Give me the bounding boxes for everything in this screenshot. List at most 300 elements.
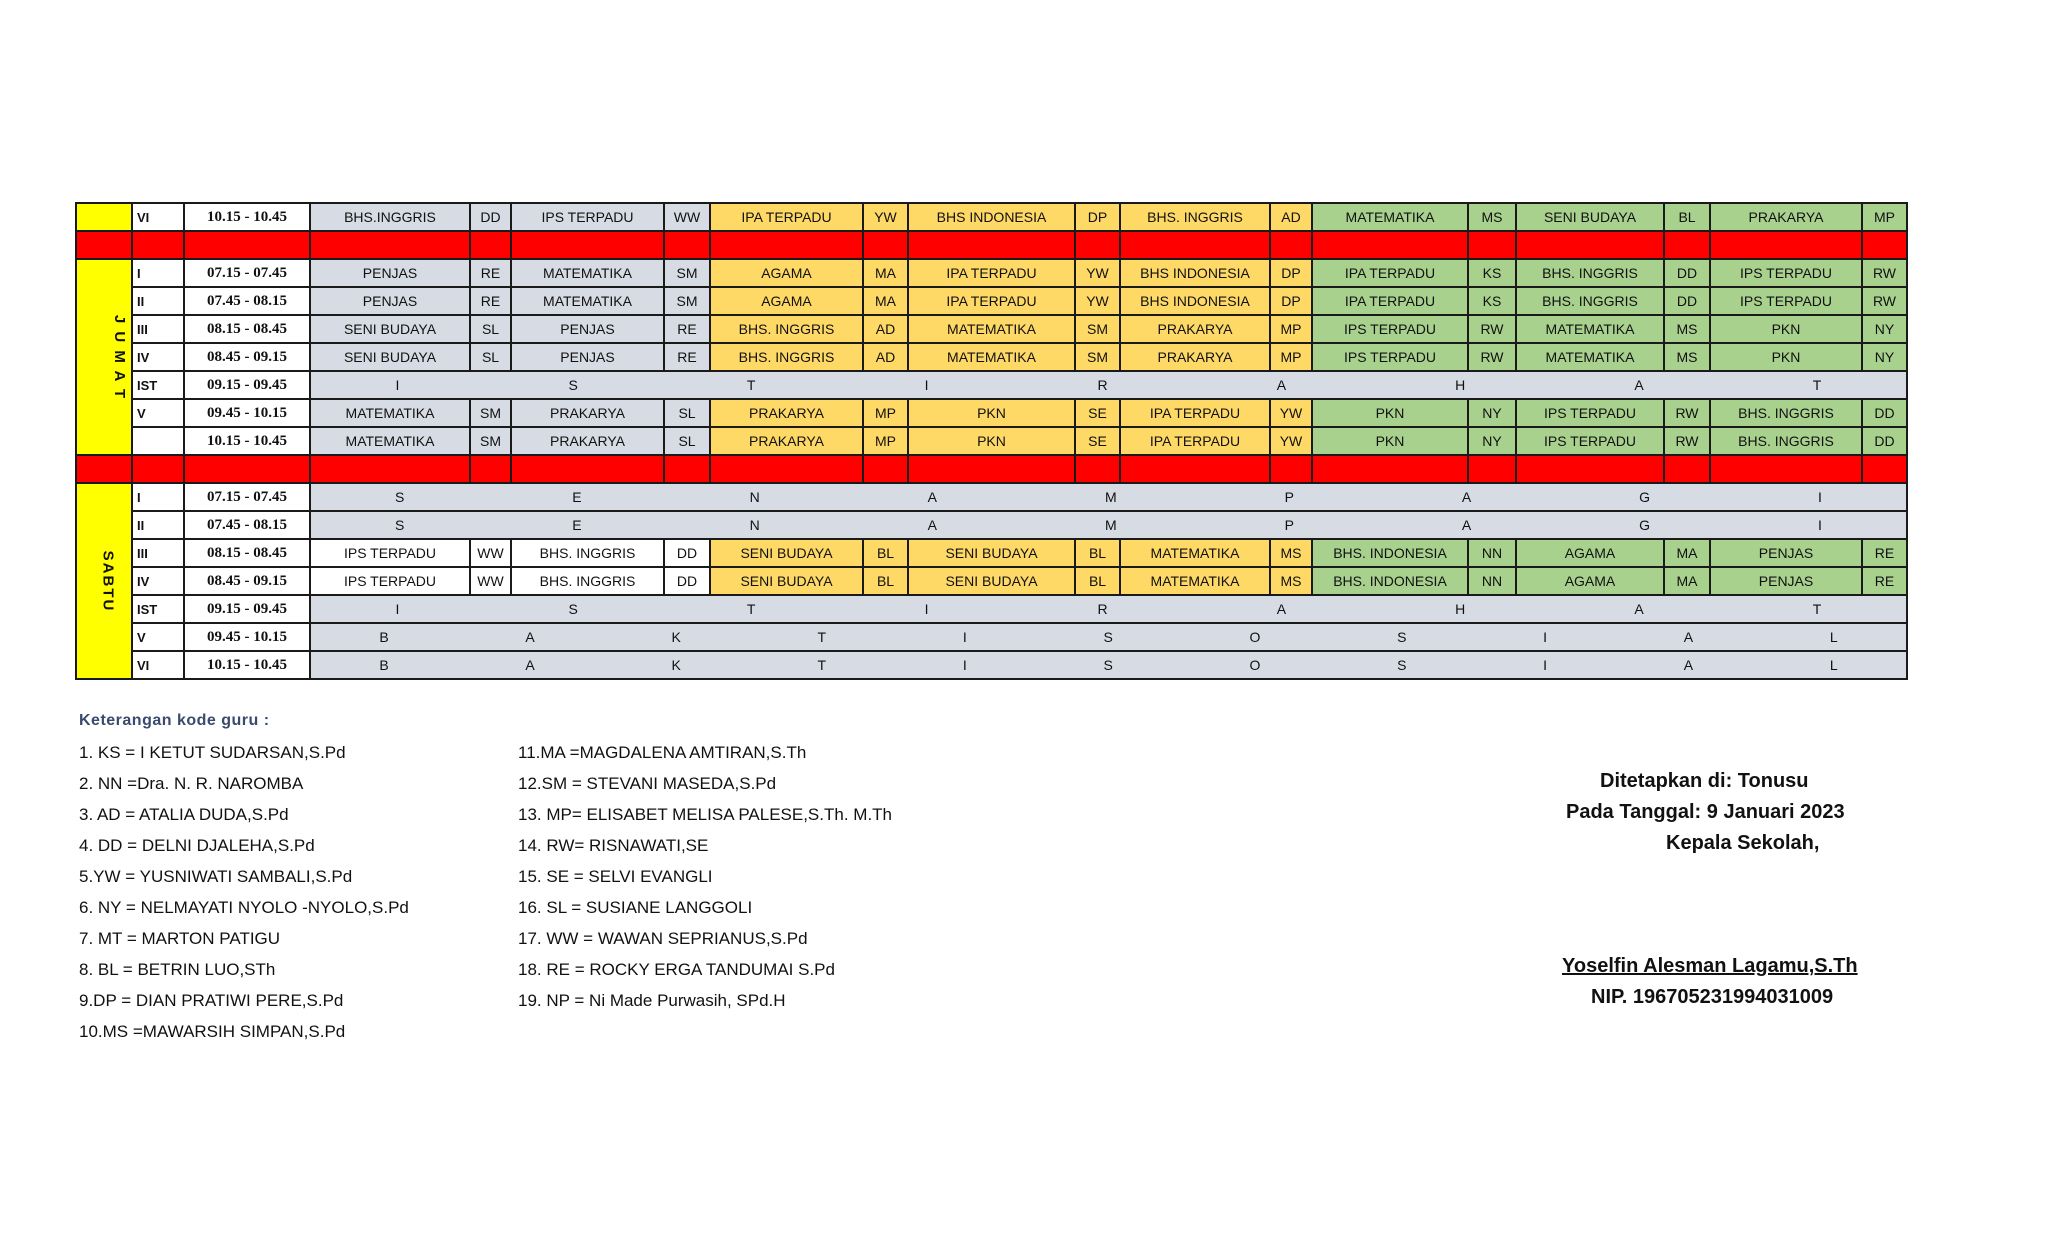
teacher-code-cell: DD (1862, 399, 1907, 427)
teacher-code-cell: DD (1664, 287, 1710, 315)
activity-banner (310, 483, 1907, 511)
subject-cell: BHS INDONESIA (1120, 259, 1270, 287)
subject-cell: IPA TERPADU (1120, 399, 1270, 427)
legend-entry: 2. NN =Dra. N. R. NAROMBA (79, 774, 304, 793)
time-slot: 08.15 - 08.45 (184, 539, 310, 567)
subject-cell: PRAKARYA (511, 399, 664, 427)
banner-letter: S (394, 517, 405, 533)
schedule-row (76, 427, 1907, 455)
banner-letter: S (394, 489, 405, 505)
teacher-code-cell: MS (1664, 343, 1710, 371)
banner-letter: I (924, 601, 929, 617)
period-label: IV (132, 567, 184, 595)
day-label-sabtu (76, 483, 132, 679)
day-label-text: J U M A T (111, 314, 129, 400)
subject-cell: MATEMATIKA (1312, 203, 1468, 231)
subject-cell: SENI BUDAYA (310, 343, 470, 371)
teacher-code-cell: MA (1664, 539, 1710, 567)
subject-cell: AGAMA (1516, 567, 1664, 595)
teacher-code-cell: SL (470, 343, 511, 371)
subject-cell: IPS TERPADU (1710, 259, 1862, 287)
teacher-code-cell: SM (1075, 343, 1120, 371)
period-label: IST (132, 595, 184, 623)
separator-cell (310, 231, 470, 259)
banner-letter: R (1097, 377, 1108, 393)
subject-cell: PENJAS (310, 287, 470, 315)
activity-banner (310, 651, 1907, 679)
separator-cell (132, 231, 184, 259)
teacher-code-cell: RE (470, 259, 511, 287)
principal-name: Yoselfin Alesman Lagamu,S.Th (1562, 955, 1858, 977)
schedule-row (76, 623, 1907, 651)
subject-cell: IPA TERPADU (908, 287, 1075, 315)
subject-cell: PENJAS (511, 343, 664, 371)
schedule-row (76, 287, 1907, 315)
period-label: VI (132, 203, 184, 231)
activity-banner (310, 623, 1907, 651)
schedule-table (75, 202, 1908, 680)
schedule-row (76, 203, 1907, 231)
schedule-row (76, 315, 1907, 343)
teacher-code-cell: DP (1270, 259, 1312, 287)
teacher-code-cell: YW (1075, 287, 1120, 315)
separator-cell (908, 455, 1075, 483)
subject-cell: BHS INDONESIA (1120, 287, 1270, 315)
separator-cell (1468, 455, 1516, 483)
teacher-code-cell: RW (1862, 259, 1907, 287)
signature-role: Kepala Sekolah, (1666, 832, 1820, 854)
separator-cell (664, 455, 710, 483)
subject-cell: BHS. INDONESIA (1312, 567, 1468, 595)
subject-cell: BHS. INDONESIA (1312, 539, 1468, 567)
separator-cell (1664, 231, 1710, 259)
subject-cell: PKN (908, 427, 1075, 455)
teacher-code-cell: RW (1862, 287, 1907, 315)
period-label: VI (132, 651, 184, 679)
teacher-code-cell: NN (1468, 539, 1516, 567)
banner-letter: T (817, 657, 827, 673)
separator-cell (132, 455, 184, 483)
subject-cell: PRAKARYA (511, 427, 664, 455)
subject-cell: MATEMATIKA (511, 259, 664, 287)
subject-cell: SENI BUDAYA (908, 567, 1075, 595)
subject-cell: MATEMATIKA (908, 343, 1075, 371)
teacher-code-cell: NN (1468, 567, 1516, 595)
legend-entry: 10.MS =MAWARSIH SIMPAN,S.Pd (79, 1022, 346, 1041)
subject-cell: BHS. INGGRIS (511, 539, 664, 567)
schedule-body (76, 203, 1907, 679)
subject-cell: IPS TERPADU (1312, 315, 1468, 343)
subject-cell: BHS. INGGRIS (710, 315, 863, 343)
banner-letter: P (1284, 517, 1294, 533)
activity-banner-letters (311, 489, 1906, 505)
banner-letter: T (746, 377, 756, 393)
period-label: III (132, 539, 184, 567)
banner-letter: A (525, 629, 535, 645)
subject-cell: PRAKARYA (1120, 343, 1270, 371)
subject-cell: PKN (1312, 427, 1468, 455)
teacher-code-cell: NY (1862, 315, 1907, 343)
separator-row (76, 231, 1907, 259)
banner-letter: H (1455, 377, 1466, 393)
separator-cell (310, 455, 470, 483)
subject-cell: IPA TERPADU (1312, 287, 1468, 315)
time-slot: 09.45 - 10.15 (184, 623, 310, 651)
teacher-code-cell: SM (664, 287, 710, 315)
subject-cell: BHS. INGGRIS (710, 343, 863, 371)
banner-letter: B (379, 657, 389, 673)
banner-letter: O (1249, 629, 1261, 645)
separator-cell (710, 455, 863, 483)
teacher-code-cell: MP (863, 427, 908, 455)
day-cell (76, 203, 132, 231)
period-label: V (132, 399, 184, 427)
teacher-code-cell: DD (1664, 259, 1710, 287)
teacher-code-cell: AD (863, 343, 908, 371)
teacher-code-cell: MP (1270, 343, 1312, 371)
schedule-row (76, 371, 1907, 399)
separator-cell (1312, 455, 1468, 483)
signature-place: Ditetapkan di: Tonusu (1600, 770, 1809, 792)
subject-cell: IPS TERPADU (511, 203, 664, 231)
teacher-code-cell: DD (664, 567, 710, 595)
legend-entry: 1. KS = I KETUT SUDARSAN,S.Pd (79, 743, 346, 762)
subject-cell: IPA TERPADU (1120, 427, 1270, 455)
legend-entry: 5.YW = YUSNIWATI SAMBALI,S.Pd (79, 867, 353, 886)
teacher-code-cell: SL (470, 315, 511, 343)
teacher-code-cell: BL (863, 539, 908, 567)
activity-banner-letters (311, 377, 1906, 393)
period-label: I (132, 259, 184, 287)
principal-nip: NIP. 196705231994031009 (1591, 986, 1834, 1008)
teacher-code-cell: RE (1862, 539, 1907, 567)
subject-cell: MATEMATIKA (1516, 343, 1664, 371)
subject-cell: MATEMATIKA (1120, 539, 1270, 567)
period-label (132, 427, 184, 455)
separator-cell (1664, 455, 1710, 483)
separator-cell (1075, 231, 1120, 259)
separator-cell (511, 231, 664, 259)
day-label-jumat (76, 259, 132, 455)
legend-entry: 15. SE = SELVI EVANGLI (518, 867, 713, 886)
subject-cell: PKN (1312, 399, 1468, 427)
subject-cell: SENI BUDAYA (908, 539, 1075, 567)
schedule-row (76, 399, 1907, 427)
teacher-code-cell: YW (1270, 399, 1312, 427)
banner-letter: L (1829, 657, 1838, 673)
banner-letter: I (1543, 629, 1548, 645)
separator-cell (1516, 455, 1664, 483)
banner-letter: G (1639, 489, 1651, 505)
teacher-code-cell: MA (1664, 567, 1710, 595)
banner-letter: A (1276, 601, 1287, 617)
banner-letter: M (1104, 489, 1117, 505)
activity-banner-letters (311, 601, 1906, 617)
banner-letter: N (749, 489, 760, 505)
banner-letter: E (572, 517, 582, 533)
teacher-code-cell: WW (470, 539, 511, 567)
schedule-row (76, 259, 1907, 287)
separator-cell (76, 231, 132, 259)
schedule-row (76, 483, 1907, 511)
schedule-row (76, 595, 1907, 623)
day-label-text: SABTU (99, 550, 117, 612)
teacher-code-cell: BL (1075, 567, 1120, 595)
teacher-code-cell: DD (664, 539, 710, 567)
subject-cell: PENJAS (310, 259, 470, 287)
teacher-code-cell: SM (1075, 315, 1120, 343)
subject-cell: IPS TERPADU (1516, 399, 1664, 427)
teacher-code-cell: MP (1270, 315, 1312, 343)
subject-cell: BHS. INGGRIS (1710, 399, 1862, 427)
subject-cell: MATEMATIKA (310, 427, 470, 455)
activity-banner-letters (311, 517, 1906, 533)
legend-entry: 9.DP = DIAN PRATIWI PERE,S.Pd (79, 991, 344, 1010)
separator-cell (470, 231, 511, 259)
subject-cell: IPS TERPADU (310, 567, 470, 595)
banner-letter: K (671, 657, 681, 673)
subject-cell: IPS TERPADU (1312, 343, 1468, 371)
banner-letter: T (1812, 601, 1822, 617)
banner-letter: G (1639, 517, 1651, 533)
signature-date: Pada Tanggal: 9 Januari 2023 (1566, 801, 1845, 823)
subject-cell: IPS TERPADU (1516, 427, 1664, 455)
legend-entry: 8. BL = BETRIN LUO,STh (79, 960, 276, 979)
teacher-code-cell: SL (664, 427, 710, 455)
subject-cell: MATEMATIKA (1120, 567, 1270, 595)
legend-entry: 16. SL = SUSIANE LANGGOLI (518, 898, 753, 917)
teacher-code-cell: MP (863, 399, 908, 427)
banner-letter: A (1276, 377, 1287, 393)
teacher-code-cell: RE (664, 315, 710, 343)
separator-cell (1710, 231, 1862, 259)
separator-cell (76, 455, 132, 483)
legend-title: Keterangan kode guru : (79, 712, 270, 729)
teacher-code-cell: MA (863, 259, 908, 287)
subject-cell: IPA TERPADU (1312, 259, 1468, 287)
activity-banner-letters (311, 657, 1906, 673)
time-slot: 08.15 - 08.45 (184, 315, 310, 343)
teacher-code-cell: WW (664, 203, 710, 231)
separator-cell (1270, 455, 1312, 483)
schedule-row (76, 539, 1907, 567)
teacher-code-cell: AD (1270, 203, 1312, 231)
teacher-code-cell: DD (470, 203, 511, 231)
separator-cell (1120, 231, 1270, 259)
subject-cell: SENI BUDAYA (710, 567, 863, 595)
teacher-code-cell: YW (863, 203, 908, 231)
subject-cell: PENJAS (1710, 567, 1862, 595)
banner-letter: A (1634, 601, 1644, 617)
teacher-code-cell: MS (1270, 539, 1312, 567)
subject-cell: MATEMATIKA (1516, 315, 1664, 343)
banner-letter: T (817, 629, 827, 645)
time-slot: 09.15 - 09.45 (184, 595, 310, 623)
separator-cell (1312, 231, 1468, 259)
separator-cell (1120, 455, 1270, 483)
time-slot: 07.15 - 07.45 (184, 483, 310, 511)
banner-letter: R (1097, 601, 1108, 617)
teacher-code-cell: DD (1862, 427, 1907, 455)
banner-letter: S (1397, 657, 1407, 673)
separator-cell (1270, 231, 1312, 259)
separator-cell (908, 231, 1075, 259)
time-slot: 07.45 - 08.15 (184, 511, 310, 539)
teacher-code-cell: MA (863, 287, 908, 315)
legend-entry: 4. DD = DELNI DJALEHA,S.Pd (79, 836, 315, 855)
subject-cell: PENJAS (511, 315, 664, 343)
teacher-code-cell: MS (1468, 203, 1516, 231)
teacher-code-cell: KS (1468, 287, 1516, 315)
separator-cell (1710, 455, 1862, 483)
teacher-code-cell: RE (1862, 567, 1907, 595)
legend-entry: 17. WW = WAWAN SEPRIANUS,S.Pd (518, 929, 808, 948)
separator-cell (1075, 455, 1120, 483)
period-label: II (132, 287, 184, 315)
subject-cell: AGAMA (710, 259, 863, 287)
banner-letter: L (1829, 629, 1838, 645)
teacher-legend-column-1 (79, 737, 409, 1047)
teacher-code-cell: SM (664, 259, 710, 287)
banner-letter: K (671, 629, 681, 645)
banner-letter: A (1461, 517, 1472, 533)
separator-cell (1862, 231, 1907, 259)
teacher-code-cell: SM (470, 427, 511, 455)
teacher-code-cell: RW (1468, 315, 1516, 343)
legend-entry: 6. NY = NELMAYATI NYOLO -NYOLO,S.Pd (79, 898, 409, 917)
banner-letter: M (1104, 517, 1117, 533)
teacher-code-cell: MS (1664, 315, 1710, 343)
teacher-code-cell: DP (1270, 287, 1312, 315)
period-label: V (132, 623, 184, 651)
banner-letter: S (568, 601, 578, 617)
legend-entry: 14. RW= RISNAWATI,SE (518, 836, 709, 855)
banner-letter: I (924, 377, 929, 393)
subject-cell: IPA TERPADU (710, 203, 863, 231)
banner-letter: A (927, 517, 937, 533)
subject-cell: MATEMATIKA (908, 315, 1075, 343)
teacher-code-cell: RW (1664, 427, 1710, 455)
separator-cell (664, 231, 710, 259)
period-label: I (132, 483, 184, 511)
period-label: II (132, 511, 184, 539)
subject-cell: PRAKARYA (710, 427, 863, 455)
separator-cell (470, 455, 511, 483)
time-slot: 10.15 - 10.45 (184, 427, 310, 455)
banner-letter: I (395, 377, 400, 393)
time-slot: 08.45 - 09.15 (184, 343, 310, 371)
banner-letter: A (1683, 657, 1694, 673)
separator-cell (184, 455, 310, 483)
separator-cell (511, 455, 664, 483)
teacher-code-cell: BL (863, 567, 908, 595)
subject-cell: BHS. INGGRIS (1120, 203, 1270, 231)
teacher-legend-column-2 (518, 737, 892, 1016)
teacher-code-cell: SM (470, 399, 511, 427)
banner-letter: N (749, 517, 760, 533)
teacher-code-cell: YW (1075, 259, 1120, 287)
separator-cell (863, 231, 908, 259)
activity-banner (310, 371, 1907, 399)
schedule-row (76, 511, 1907, 539)
time-slot: 07.15 - 07.45 (184, 259, 310, 287)
period-label: III (132, 315, 184, 343)
separator-cell (1468, 231, 1516, 259)
banner-letter: T (1812, 377, 1822, 393)
separator-cell (710, 231, 863, 259)
teacher-code-cell: SE (1075, 399, 1120, 427)
teacher-code-cell: NY (1468, 427, 1516, 455)
legend-entry: 7. MT = MARTON PATIGU (79, 929, 281, 948)
banner-letter: A (1461, 489, 1472, 505)
banner-letter: S (1103, 629, 1113, 645)
banner-letter: P (1284, 489, 1294, 505)
teacher-code-cell: MP (1862, 203, 1907, 231)
teacher-code-cell: RW (1664, 399, 1710, 427)
banner-letter: B (379, 629, 389, 645)
time-slot: 09.15 - 09.45 (184, 371, 310, 399)
subject-cell: IPS TERPADU (1710, 287, 1862, 315)
subject-cell: IPA TERPADU (908, 259, 1075, 287)
subject-cell: BHS.INGGRIS (310, 203, 470, 231)
teacher-code-cell: SE (1075, 427, 1120, 455)
subject-cell: SENI BUDAYA (710, 539, 863, 567)
subject-cell: AGAMA (1516, 539, 1664, 567)
teacher-code-cell: NY (1468, 399, 1516, 427)
schedule-row (76, 567, 1907, 595)
separator-cell (184, 231, 310, 259)
legend-entry: 12.SM = STEVANI MASEDA,S.Pd (518, 774, 777, 793)
activity-banner (310, 511, 1907, 539)
subject-cell: MATEMATIKA (310, 399, 470, 427)
time-slot: 09.45 - 10.15 (184, 399, 310, 427)
teacher-code-cell: BL (1664, 203, 1710, 231)
legend-entry: 3. AD = ATALIA DUDA,S.Pd (79, 805, 289, 824)
banner-letter: T (746, 601, 756, 617)
banner-letter: A (927, 489, 937, 505)
subject-cell: SENI BUDAYA (310, 315, 470, 343)
schedule-row (76, 343, 1907, 371)
separator-cell (1516, 231, 1664, 259)
teacher-code-cell: MS (1270, 567, 1312, 595)
teacher-code-cell: RE (470, 287, 511, 315)
subject-cell: BHS INDONESIA (908, 203, 1075, 231)
period-label: IST (132, 371, 184, 399)
banner-letter: E (572, 489, 582, 505)
time-slot: 10.15 - 10.45 (184, 203, 310, 231)
banner-letter: I (1818, 517, 1822, 533)
separator-cell (1862, 455, 1907, 483)
subject-cell: PRAKARYA (1710, 203, 1862, 231)
teacher-code-cell: KS (1468, 259, 1516, 287)
teacher-code-cell: NY (1862, 343, 1907, 371)
banner-letter: I (1543, 657, 1548, 673)
subject-cell: BHS. INGGRIS (1516, 287, 1664, 315)
period-label: IV (132, 343, 184, 371)
banner-letter: A (1683, 629, 1694, 645)
banner-letter: A (1634, 377, 1644, 393)
teacher-code-cell: SL (664, 399, 710, 427)
time-slot: 10.15 - 10.45 (184, 651, 310, 679)
time-slot: 07.45 - 08.15 (184, 287, 310, 315)
banner-letter: I (1818, 489, 1822, 505)
subject-cell: IPS TERPADU (310, 539, 470, 567)
banner-letter: A (525, 657, 535, 673)
separator-row (76, 455, 1907, 483)
subject-cell: BHS. INGGRIS (1516, 259, 1664, 287)
banner-letter: H (1455, 601, 1466, 617)
separator-cell (863, 455, 908, 483)
